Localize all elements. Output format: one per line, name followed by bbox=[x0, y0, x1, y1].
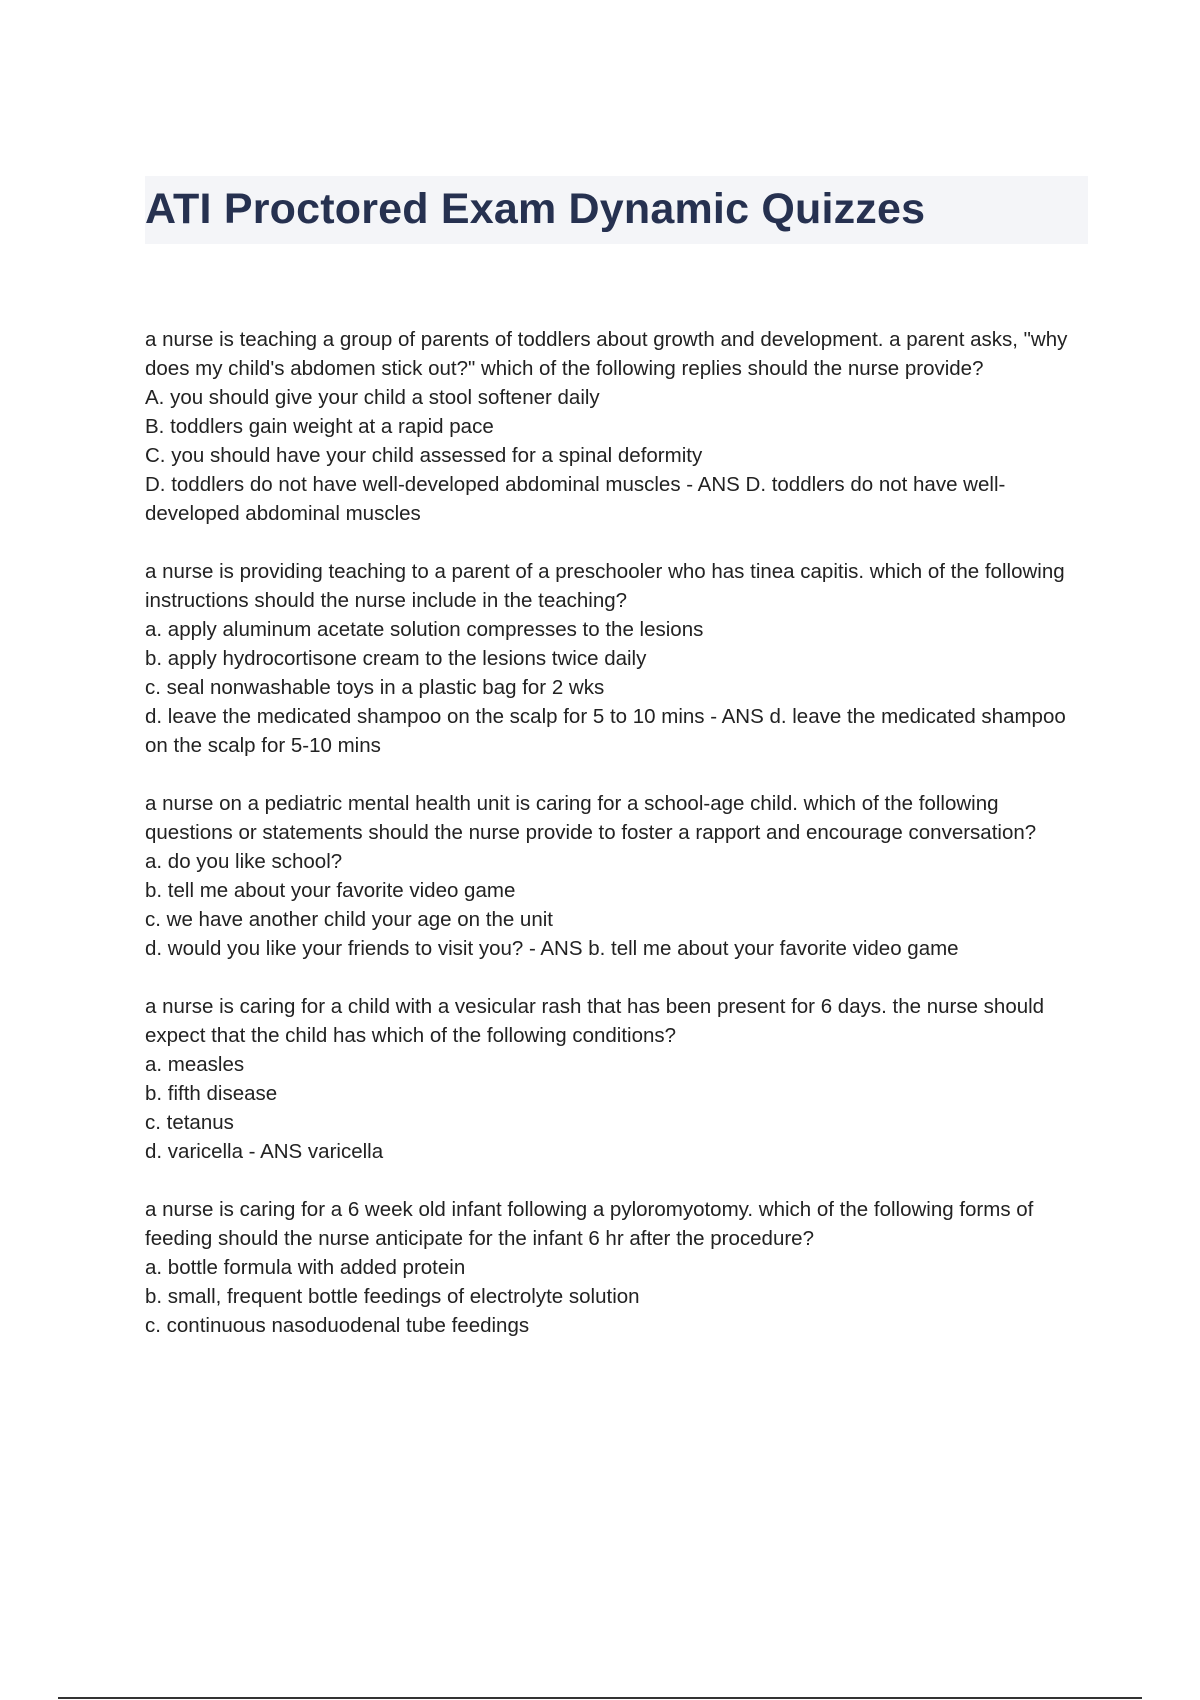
answer-option: A. you should give your child a stool softener daily bbox=[145, 386, 600, 409]
answer-option: a. do you like school? bbox=[145, 850, 343, 873]
question-list bbox=[145, 325, 1085, 1369]
answer-option: a. bottle formula with added protein bbox=[145, 1256, 466, 1279]
question-block-3 bbox=[145, 789, 1085, 963]
question-stem: a nurse on a pediatric mental health unit is caring for a school-age child. which of the following questions or statements should the nurse provide to foster a rapport and encourage conversation? bbox=[145, 792, 1037, 844]
answer-option: c. seal nonwashable toys in a plastic bag for 2 wks bbox=[145, 676, 605, 699]
question-block-4 bbox=[145, 992, 1085, 1166]
answer-option: b. fifth disease bbox=[145, 1082, 278, 1105]
answer-option: a. measles bbox=[145, 1053, 245, 1076]
answer-option: c. continuous nasoduodenal tube feedings bbox=[145, 1314, 530, 1337]
answer-option: b. apply hydrocortisone cream to the lesions twice daily bbox=[145, 647, 647, 670]
question-stem: a nurse is caring for a 6 week old infant following a pyloromyotomy. which of the following forms of feeding should the nurse anticipate for the infant 6 hr after the procedure? bbox=[145, 1198, 1034, 1250]
answer-option: c. tetanus bbox=[145, 1111, 234, 1134]
answer-option: B. toddlers gain weight at a rapid pace bbox=[145, 415, 494, 438]
answer-option: c. we have another child your age on the unit bbox=[145, 908, 553, 931]
question-block-2 bbox=[145, 557, 1085, 760]
question-stem: a nurse is teaching a group of parents of toddlers about growth and development. a parent asks, "why does my child's abdomen stick out?" which of the following replies should the nurse provide? bbox=[145, 328, 1068, 380]
answer-option: C. you should have your child assessed for a spinal deformity bbox=[145, 444, 703, 467]
answer-option: a. apply aluminum acetate solution compresses to the lesions bbox=[145, 618, 704, 641]
answer-option-with-answer: d. leave the medicated shampoo on the scalp for 5 to 10 mins - ANS d. leave the medicated shampoo on the scalp for 5-10 mins bbox=[145, 705, 1066, 757]
document-title: ATI Proctored Exam Dynamic Quizzes bbox=[145, 185, 926, 233]
answer-option-with-answer: d. would you like your friends to visit you? - ANS b. tell me about your favorite video game bbox=[145, 937, 959, 960]
question-block-5 bbox=[145, 1195, 1085, 1340]
question-stem: a nurse is caring for a child with a vesicular rash that has been present for 6 days. the nurse should expect that the child has which of the following conditions? bbox=[145, 995, 1045, 1047]
question-stem: a nurse is providing teaching to a parent of a preschooler who has tinea capitis. which of the following instructions should the nurse include in the teaching? bbox=[145, 560, 1065, 612]
question-block-1 bbox=[145, 325, 1085, 528]
answer-option: b. small, frequent bottle feedings of electrolyte solution bbox=[145, 1285, 640, 1308]
answer-option-with-answer: D. toddlers do not have well-developed abdominal muscles - ANS D. toddlers do not have well-developed abdominal muscles bbox=[145, 473, 1006, 525]
page-bottom-rule bbox=[58, 1697, 1142, 1699]
answer-option-with-answer: d. varicella - ANS varicella bbox=[145, 1140, 384, 1163]
answer-option: b. tell me about your favorite video game bbox=[145, 879, 516, 902]
